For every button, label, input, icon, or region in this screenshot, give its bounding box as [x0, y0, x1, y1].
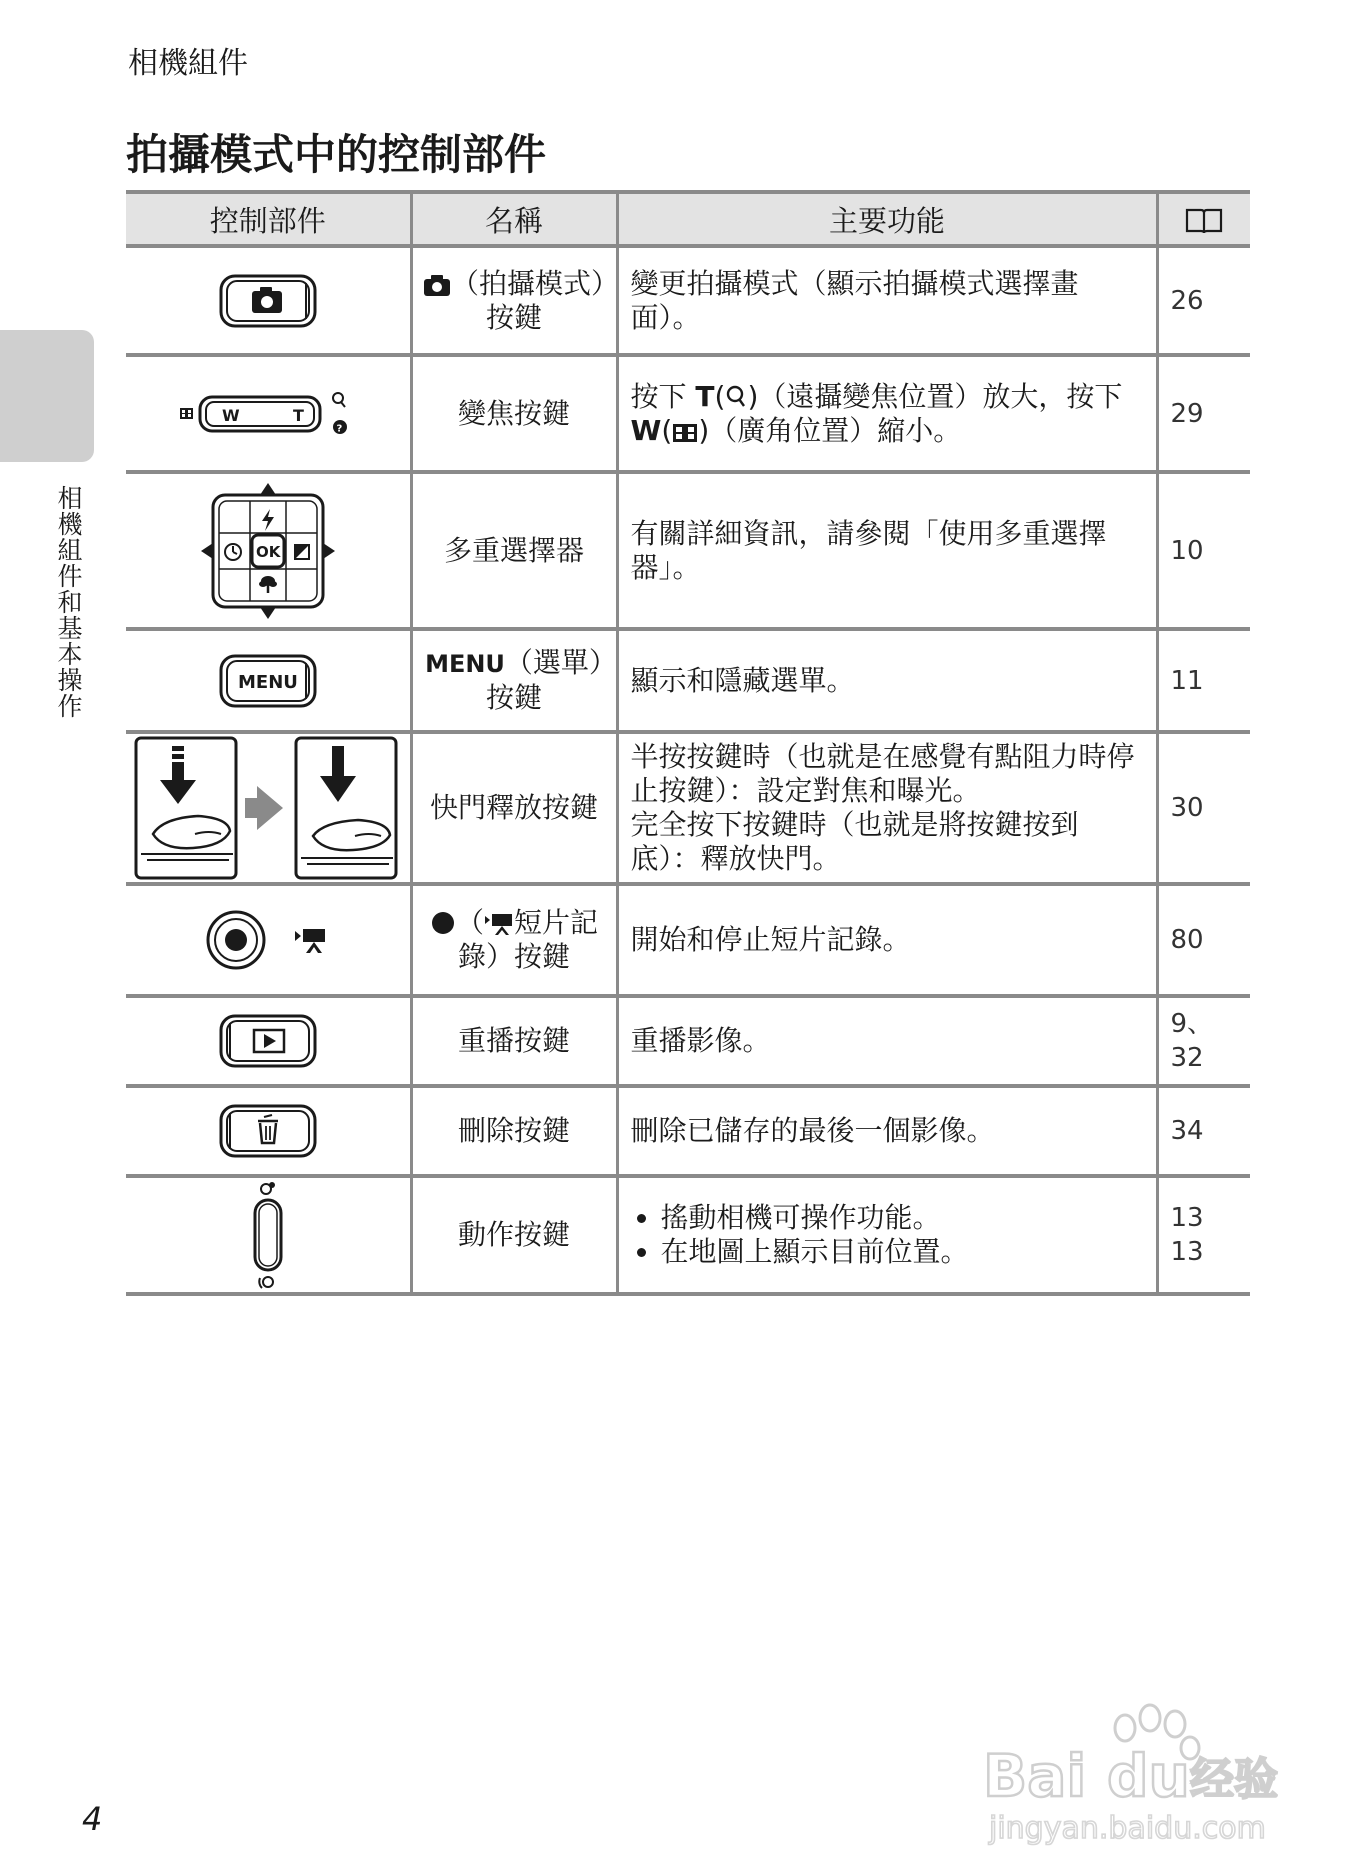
- function-text: (: [661, 413, 673, 447]
- control-cell: [126, 629, 411, 732]
- reference-cell: 11: [1157, 629, 1250, 732]
- table-row: [126, 1086, 1250, 1176]
- function-cell: 刪除已儲存的最後一個影像。: [617, 1086, 1157, 1176]
- control-cell: [126, 246, 411, 355]
- record-dot-icon: [430, 910, 456, 936]
- row-name: （拍攝模式）按鍵: [450, 266, 605, 334]
- header-function: 主要功能: [617, 192, 1157, 246]
- function-cell: 變更拍攝模式（顯示拍攝模式選擇畫面）。: [617, 246, 1157, 355]
- shutter-release-icon: [133, 736, 403, 880]
- row-name: （: [455, 906, 484, 939]
- function-cell: 開始和停止短片記錄。: [617, 884, 1157, 996]
- name-cell: 刪除按鍵: [411, 1086, 617, 1176]
- control-cell: [126, 884, 411, 996]
- name-cell: [411, 884, 617, 996]
- table-row: [126, 884, 1250, 996]
- name-cell: [411, 246, 617, 355]
- table-row: [126, 355, 1250, 472]
- control-cell: [126, 355, 411, 472]
- reference-cell: 30: [1157, 732, 1250, 884]
- row-name: （選單）按鍵: [485, 646, 603, 714]
- wide-letter: W: [630, 413, 662, 447]
- reference-value: 9、32: [1170, 1009, 1214, 1073]
- control-cell: [126, 1176, 411, 1294]
- running-head: 相機組件: [128, 46, 248, 81]
- table-row: [126, 732, 1250, 884]
- tele-letter: T: [695, 379, 715, 413]
- table-row: [126, 629, 1250, 732]
- delete-button-icon: [218, 1103, 318, 1159]
- name-cell: 重播按鍵: [411, 996, 617, 1086]
- name-cell: 多重選擇器: [411, 472, 617, 629]
- name-cell: 變焦按鍵: [411, 355, 617, 472]
- reference-cell: [1157, 996, 1250, 1086]
- zoom-control-icon: [178, 389, 358, 439]
- movie-record-button-icon: [203, 907, 333, 973]
- list-item: • 搖動相機可操作功能。: [661, 1201, 1146, 1235]
- function-cell: [617, 1176, 1157, 1294]
- magnify-icon: [725, 384, 747, 410]
- zoom-t-label: T: [292, 405, 304, 425]
- row-name: 短片記錄）按鍵: [457, 906, 599, 973]
- watermark-label: 经验: [1190, 1754, 1278, 1805]
- shooting-mode-button-icon: [218, 273, 318, 329]
- control-cell: [126, 732, 411, 884]
- ok-label: OK: [255, 542, 281, 561]
- controls-table: [126, 190, 1250, 1296]
- list-item: • 在地圖上顯示目前位置。: [661, 1235, 1146, 1269]
- reference-cell: 80: [1157, 884, 1250, 996]
- function-cell: 顯示和隱藏選單。: [617, 629, 1157, 732]
- function-list: [631, 1201, 1146, 1269]
- function-cell: [617, 355, 1157, 472]
- reference-cell: 26: [1157, 246, 1250, 355]
- name-cell: 快門釋放按鍵: [411, 732, 617, 884]
- page-title: 拍攝模式中的控制部件: [126, 130, 547, 179]
- movie-icon: [484, 912, 514, 936]
- watermark-url: jingyan.baidu.com: [989, 1811, 1266, 1846]
- table-header-row: [126, 192, 1250, 246]
- camera-icon: [423, 273, 451, 297]
- control-cell: [126, 996, 411, 1086]
- section-tab: [0, 330, 94, 462]
- function-text: 按下: [630, 379, 687, 413]
- reference-cell: 10: [1157, 472, 1250, 629]
- function-text: (: [714, 379, 726, 413]
- zoom-w-label: W: [221, 405, 240, 425]
- menu-label: MENU: [237, 671, 298, 693]
- thumbnail-icon: [672, 422, 698, 444]
- reference-cell: [1157, 1176, 1250, 1294]
- menu-button-icon: [218, 653, 318, 709]
- book-icon: [1184, 206, 1224, 236]
- baidu-watermark: [975, 1700, 1305, 1850]
- menu-name-prefix: MENU: [425, 650, 505, 678]
- playback-button-icon: [218, 1013, 318, 1069]
- watermark-brand-du: du: [1107, 1742, 1190, 1810]
- function-line: 半按按鍵時（也就是在感覺有點阻力時停止按鍵）：設定對焦和曝光。: [630, 740, 1135, 807]
- name-cell: [411, 629, 617, 732]
- name-cell: 動作按鍵: [411, 1176, 617, 1294]
- table-row: [126, 246, 1250, 355]
- table-row: [126, 996, 1250, 1086]
- control-cell: [126, 472, 411, 629]
- function-text: )（遠攝變焦位置）放大，按下: [747, 379, 1123, 413]
- function-cell: 有關詳細資訊，請參閱「使用多重選擇器」。: [617, 472, 1157, 629]
- function-cell: 重播影像。: [617, 996, 1157, 1086]
- function-text: )（廣角位置）縮小。: [698, 413, 962, 447]
- page-number: 4: [82, 1800, 103, 1838]
- header-reference: [1157, 192, 1250, 246]
- table-row: [126, 1176, 1250, 1294]
- header-control: 控制部件: [126, 192, 411, 246]
- reference-cell: 29: [1157, 355, 1250, 472]
- reference-value: 13: [1170, 1237, 1204, 1267]
- watermark-brand: Bai: [983, 1742, 1087, 1810]
- function-line: 完全按下按鍵時（也就是將按鍵按到底）：釋放快門。: [630, 808, 1079, 875]
- svg-text:?: ?: [336, 423, 343, 434]
- function-cell: [617, 732, 1157, 884]
- multi-selector-icon: [193, 481, 343, 621]
- table-row: [126, 472, 1250, 629]
- control-cell: [126, 1086, 411, 1176]
- header-name: 名稱: [411, 192, 617, 246]
- action-button-icon: [248, 1180, 288, 1290]
- reference-cell: 34: [1157, 1086, 1250, 1176]
- section-tab-label: 相機組件和基本操作: [54, 485, 83, 719]
- reference-value: 13: [1170, 1203, 1204, 1233]
